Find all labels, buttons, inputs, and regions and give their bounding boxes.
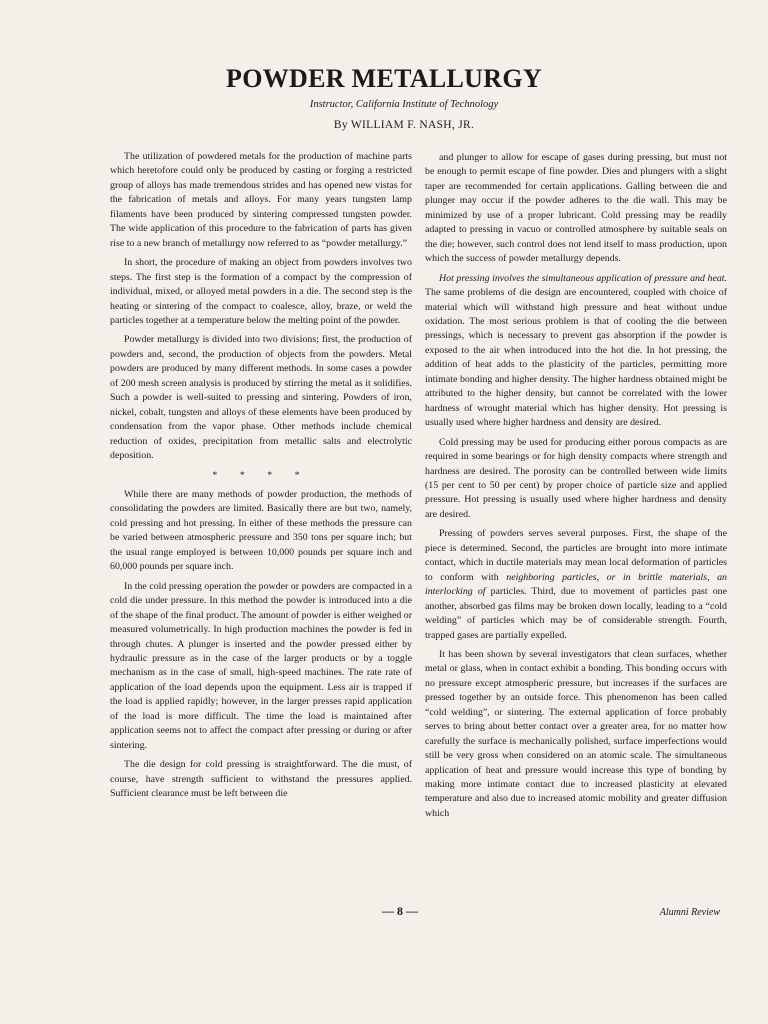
paragraph: In the cold pressing operation the powder or powders are compacted in a cold die under pressure. In this method the powder is introduced into a die of the shape of the final product. The amount of powder is either weighed or measured volumetrically. In high production machines the powder is fed in through chutes. A plunger is inserted and the powder pressed either by hydraulic pressure as in the case of the larger products or by a toggle mechanism as in the case of small, high-speed machines. The rate rate of application of the load depends upon the equipment. Less air is trapped if the load is applied rapidly; however, in the larger presses rapid application of the load is more difficult. The time the load is maintained after application seems not to affect the compact after pressing or during or after sintering.: [110, 580, 412, 751]
paragraph-text: Pressing of powders serves several purposes. First, the shape of the piece is determined. Second, the particles are brought into more intimate contact, which in ductile materials may mean local deformation of particles to conform with: [425, 528, 727, 583]
paragraph: Powder metallurgy is divided into two divisions; first, the production of powders and, second, the production of objects from the powders. Metal powders are produced by many different methods. In some cases a powder of 200 mesh screen analysis is produced by stirring the metal as it solidifies. Such a powder is well-suited to pressing and sintering. Powders of iron, nickel, cobalt, tungsten and alloys of these elements have been produced by condensation from the vapor phase. Other methods include chemical reduction of oxides, precipitation from metallic salts and electrolytic deposition.: [110, 334, 412, 462]
paragraph: [425, 272, 727, 431]
paragraph: It has been shown by several investigators that clean surfaces, whether metal or glass, when in contact exhibit a bonding. This bonding occurs with no pressure except atmospheric pressure, but increases if the surfaces are pressed together by an outside force. This phenomenon has been called “cold welding”, or sintering. The external application of force probably serves to bring about better contact over a greater area, for no matter how carefully the surface is mechanically polished, surface imperfections would still be very gross when considered on an atomic scale. The simultaneous application of heat and pressure would increase this type of bonding by making more intimate contact due to increased plasticity at elevated temperature and also due to increased atomic mobility and greater diffusion which: [425, 648, 727, 819]
page-number: — 8 —: [382, 904, 418, 918]
paragraph-text: The same problems of die design are encountered, coupled with choice of material which will withstand high pressure and heat without undue oxidation. The most serious problem is that of cooling the die between pressings, which is necessary to prevent gas absorption if the powder is exposed to the air when introduced into the hot die. In hot pressing, the addition of heat adds to the plasticity of the particles, permitting more intimate bonding and higher density. The higher hardness obtained might be attributed to the higher density, but cannot be correlated with the lower hardness of wrought material which has higher density. Hot pressing is usually used where higher hardness and density are desired.: [425, 287, 727, 429]
article-title: POWDER METALLURGY: [226, 64, 542, 93]
paragraph: In short, the procedure of making an object from powders involves two steps. The first step is the formation of a compact by the compression of individual, mixed, or alloyed metal powders in a die. The second step is the heating or sintering of the compact to coalesce, alloy, braze, or weld the particles together at a temperature below the melting point of the powder.: [110, 257, 412, 326]
paragraph: Cold pressing may be used for producing either porous compacts as are required in some bearings or for high density compacts where strength and hardness are desired. The porosity can be controlled between wide limits (15 per cent to 50 per cent) by proper choice of particle size and applied pressure. Hot pressing is usually used where higher hardness and density are desired.: [425, 436, 727, 520]
italic-phrase: neighboring particles, or in brittle materials, an interlocking of: [425, 571, 727, 598]
italic-lead: Hot pressing involves the simultaneous application of pressure and heat.: [439, 272, 727, 284]
right-column: [425, 151, 727, 826]
paragraph: The die design for cold pressing is straightforward. The die must, of course, have strength sufficient to withstand the pressures applied. Sufficient clearance must be left between die: [110, 759, 412, 800]
paragraph: [425, 527, 727, 643]
publication-name: Alumni Review: [659, 907, 720, 918]
paragraph: The utilization of powdered metals for the production of machine parts which heretofore could only be produced by casting or forging a restricted group of alloys has made tremendous strides and has opened new vistas for the fabrication of metals and alloys. For many years tungsten lamp filaments have been produced by sintering compressed tungsten powder. The wide application of this procedure to the fabrication of parts has given rise to a new branch of metallurgy now referred to as “powder metallurgy.”: [110, 151, 412, 249]
author-affiliation: Instructor, California Institute of Technology: [309, 99, 499, 110]
paragraph: While there are many methods of powder production, the methods of consolidating the powders are limited. Basically there are but two, namely, cold pressing and hot pressing. In either of these methods the pressure can be varied between atmospheric pressure and 350 tons per square inch; but the usual range employed is between 10,000 pounds per square inch and 60,000 pounds per square inch.: [110, 488, 412, 573]
paragraph: and plunger to allow for escape of gases during pressing, but must not be enough to permit escape of fine powder. Dies and plungers with a slight taper are recommended for certain applications. Galling between die and plunger may occur if the powder adheres to the die wall. This may be minimized by use of a proper lubricant. Cold pressing may be readily adapted to pressing in vacuo or controlled atmosphere by suitable seals on the die; however, such control does not lend itself to mass production, upon which the success of powder metallurgy depends.: [425, 152, 727, 265]
paragraph-text: particles. Third, due to movement of particles past one another, absorbed gas films may be broken down locally, leading to a “cold welding” of particles which may be of considerable strength. Fourth, trapped gases are partially expelled.: [425, 586, 727, 641]
section-separator: * * * *: [212, 469, 310, 481]
left-column: [110, 150, 412, 806]
author-byline: By WILLIAM F. NASH, JR.: [333, 119, 475, 131]
